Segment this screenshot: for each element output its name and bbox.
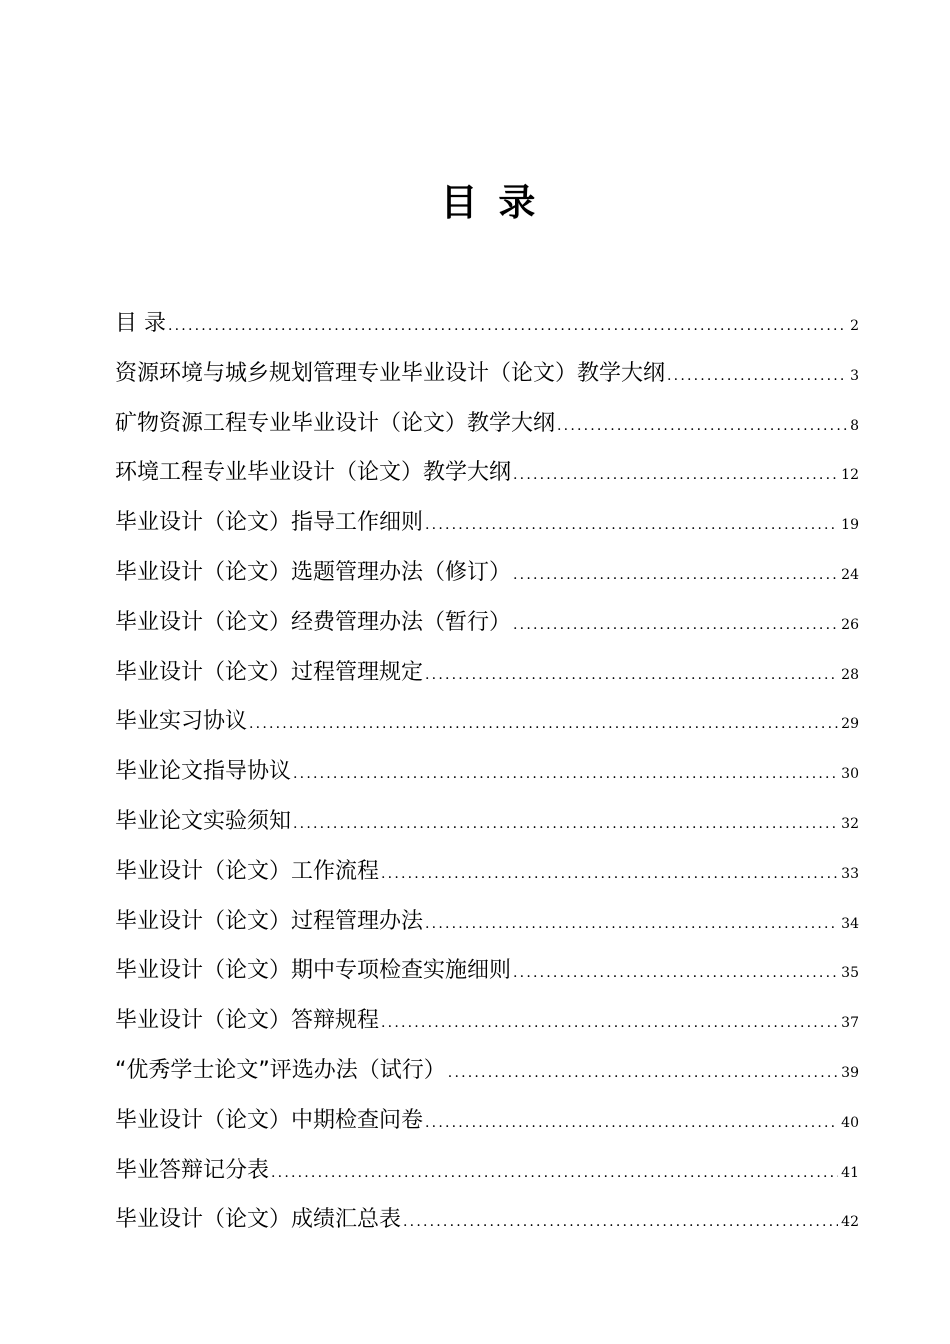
toc-entry[interactable] (115, 797, 859, 847)
toc-page-number: 8 (850, 417, 859, 434)
toc-entry-title: 毕业设计（论文）成绩汇总表 (115, 1207, 402, 1233)
toc-entry-title: 毕业设计（论文）指导工作细则 (115, 510, 424, 536)
toc-entry-title: 毕业设计（论文）工作流程 (115, 858, 380, 884)
toc-entry-title: 毕业论文实验须知 (115, 808, 292, 834)
toc-page-number: 28 (841, 666, 859, 683)
toc-page-number: 30 (841, 766, 859, 783)
toc-entry[interactable] (115, 897, 859, 947)
toc-dot-leader (403, 1198, 838, 1248)
toc-dot-leader (513, 551, 838, 601)
toc-entry-title: 毕业论文指导协议 (115, 759, 292, 785)
toc-dot-leader (293, 800, 838, 850)
toc-entry-title: 毕业设计（论文）过程管理规定 (115, 659, 424, 685)
toc-page-number: 34 (841, 915, 859, 932)
toc-page-number: 24 (841, 566, 859, 583)
toc-entry-title: 毕业设计（论文）答辩规程 (115, 1008, 380, 1034)
toc-dot-leader (249, 700, 838, 750)
toc-entry[interactable] (115, 747, 859, 797)
toc-dot-leader (513, 949, 838, 999)
toc-entry[interactable] (115, 1195, 859, 1245)
toc-entry[interactable] (115, 548, 859, 598)
toc-dot-leader (168, 302, 847, 352)
toc-page-number: 29 (841, 716, 859, 733)
toc-entry-title: 毕业设计（论文）过程管理办法 (115, 908, 424, 934)
toc-page-number: 40 (841, 1114, 859, 1131)
toc-dot-leader (557, 402, 847, 452)
toc-entry[interactable] (115, 1146, 859, 1196)
toc-entry[interactable] (115, 448, 859, 498)
toc-dot-leader (513, 451, 838, 501)
toc-page-number: 33 (841, 865, 859, 882)
toc-dot-leader (513, 601, 838, 651)
toc-dot-leader (425, 651, 838, 701)
toc-entry[interactable] (115, 946, 859, 996)
toc-page-number: 41 (841, 1164, 859, 1181)
toc-entry-title: 环境工程专业毕业设计（论文）教学大纲 (115, 460, 512, 486)
toc-page-number: 35 (841, 965, 859, 982)
toc-page-number: 32 (841, 815, 859, 832)
toc-entry-title: 目 录 (115, 311, 166, 336)
toc-page-number: 26 (841, 616, 859, 633)
toc-page-number: 2 (850, 318, 859, 334)
toc-entry[interactable] (115, 349, 859, 399)
toc-entry[interactable] (115, 1096, 859, 1146)
toc-page-number: 3 (850, 367, 859, 384)
toc-dot-leader (271, 1149, 838, 1199)
toc-dot-leader (667, 352, 847, 402)
page-title: 目 录 (440, 180, 540, 224)
toc-page-number: 37 (841, 1015, 859, 1032)
toc-entry-title: 毕业设计（论文）中期检查问卷 (115, 1107, 424, 1133)
toc-dot-leader (425, 501, 838, 551)
toc-entry[interactable] (115, 1046, 859, 1096)
toc-entry[interactable] (115, 847, 859, 897)
toc-dot-leader (425, 900, 838, 950)
toc-entry-title: 毕业设计（论文）选题管理办法（修订） (115, 559, 512, 585)
toc-entry-title: 毕业设计（论文）期中专项检查实施细则 (115, 958, 512, 984)
toc-entry[interactable] (115, 648, 859, 698)
toc-entry-title: 矿物资源工程专业毕业设计（论文）教学大纲 (115, 410, 556, 436)
toc-entry-title: 资源环境与城乡规划管理专业毕业设计（论文）教学大纲 (115, 360, 666, 386)
toc-dot-leader (381, 850, 838, 900)
toc-page-number: 12 (841, 467, 859, 484)
toc-dot-leader (425, 1099, 838, 1149)
toc-entry[interactable] (115, 498, 859, 548)
table-of-contents (115, 299, 859, 1245)
toc-dot-leader (381, 999, 838, 1049)
toc-entry-title: 毕业答辩记分表 (115, 1157, 270, 1183)
toc-entry[interactable] (115, 598, 859, 648)
toc-dot-leader (293, 750, 838, 800)
toc-page-number: 19 (841, 517, 859, 534)
toc-entry[interactable] (115, 996, 859, 1046)
toc-entry-title: 毕业设计（论文）经费管理办法（暂行） (115, 609, 512, 635)
toc-entry[interactable] (115, 697, 859, 747)
toc-entry[interactable] (115, 299, 859, 349)
toc-page-number: 42 (841, 1214, 859, 1231)
toc-page-number: 39 (841, 1064, 859, 1081)
toc-entry[interactable] (115, 399, 859, 449)
toc-entry-title: “优秀学士论文”评选办法（试行） (115, 1057, 446, 1083)
toc-entry-title: 毕业实习协议 (115, 709, 248, 735)
toc-dot-leader (448, 1049, 838, 1099)
